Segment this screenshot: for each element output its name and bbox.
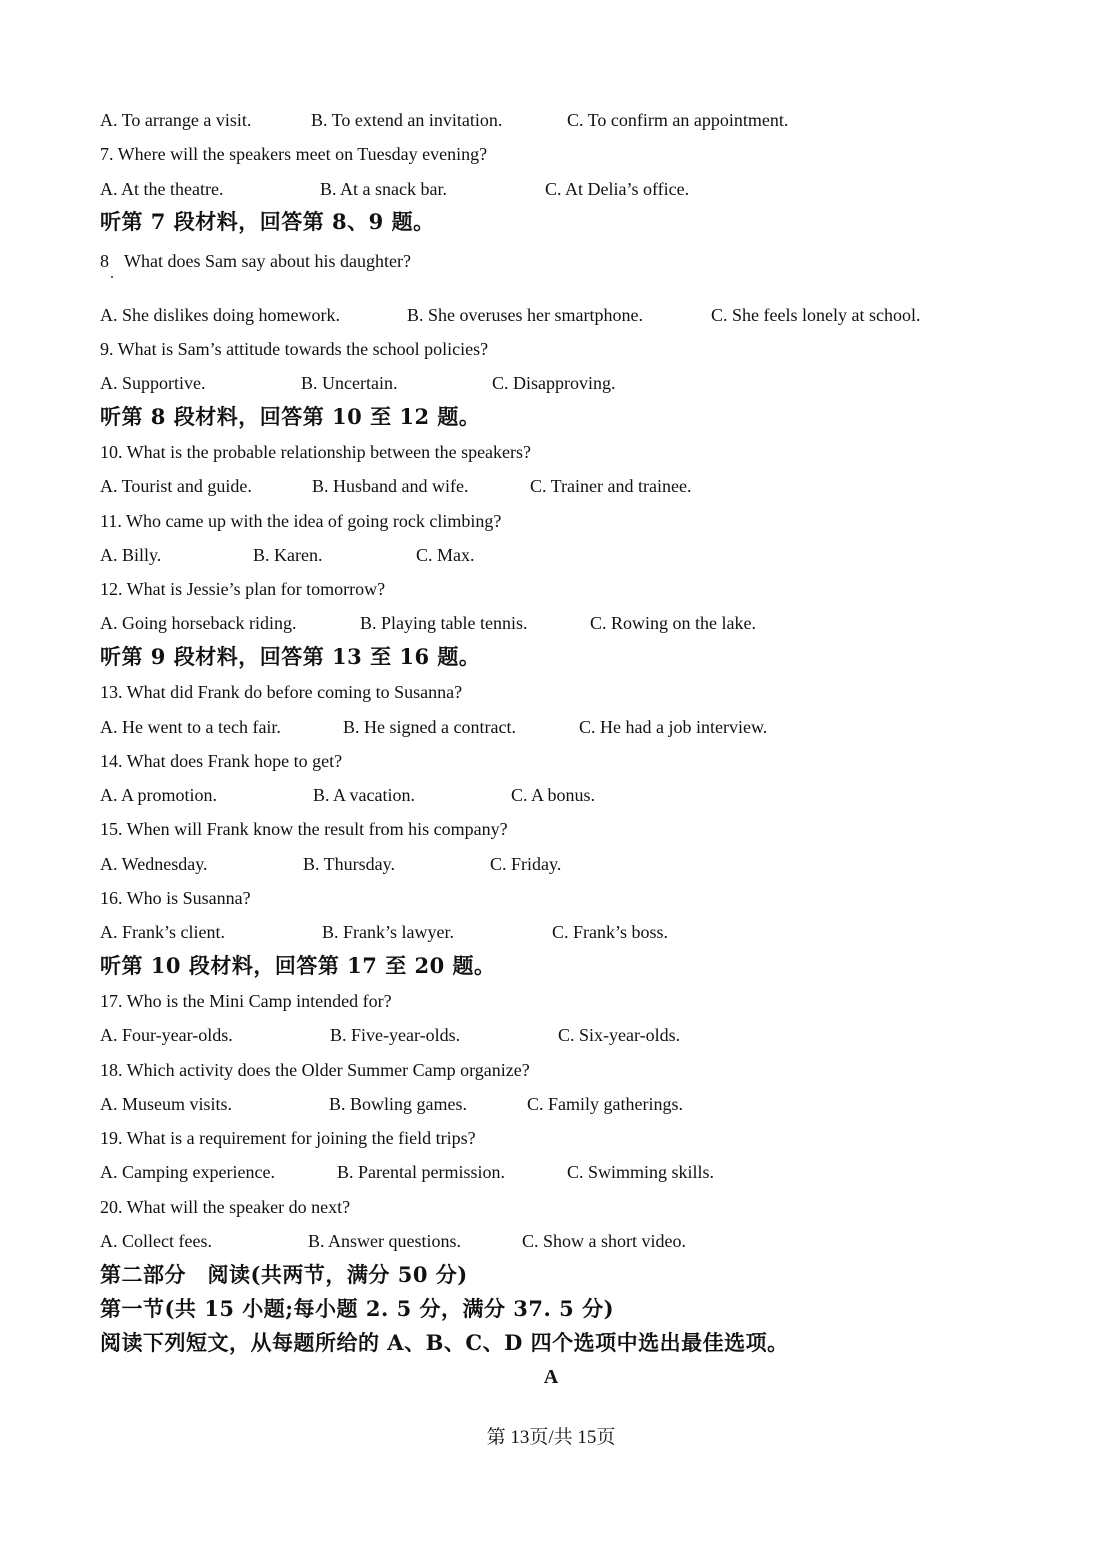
q15-option-c[interactable]: C. Friday. (490, 854, 562, 874)
q8-number: 8 (100, 251, 109, 271)
q13-option-b[interactable]: B. He signed a contract. (343, 717, 516, 737)
q11-option-a[interactable]: A. Billy. (100, 545, 162, 565)
reading-instructions: 阅读下列短文，从每题所给的 A、B、C、D 四个选项中选出最佳选项。 (100, 1330, 789, 1355)
q18-option-c[interactable]: C. Family gatherings. (527, 1094, 683, 1114)
q10-option-b[interactable]: B. Husband and wife. (312, 476, 469, 496)
q9-question: 9. What is Sam’s attitude towards the school policies? (100, 339, 489, 359)
q20-option-a[interactable]: A. Collect fees. (100, 1231, 212, 1251)
q7-option-b[interactable]: B. At a snack bar. (320, 179, 447, 199)
q16-option-c[interactable]: C. Frank’s boss. (552, 922, 669, 942)
q8-option-c[interactable]: C. She feels lonely at school. (711, 305, 921, 325)
q6-option-b[interactable]: B. To extend an invitation. (311, 110, 503, 130)
q14-option-b[interactable]: B. A vacation. (313, 785, 415, 805)
q18-option-a[interactable]: A. Museum visits. (100, 1094, 233, 1114)
q8-option-a[interactable]: A. She dislikes doing homework. (100, 305, 340, 325)
q18-option-b[interactable]: B. Bowling games. (329, 1094, 467, 1114)
q10-option-a[interactable]: A. Tourist and guide. (100, 476, 252, 496)
q9-option-a[interactable]: A. Supportive. (100, 373, 206, 393)
q6-option-a[interactable]: A. To arrange a visit. (100, 110, 252, 130)
q19-option-b[interactable]: B. Parental permission. (337, 1162, 505, 1182)
q15-option-a[interactable]: A. Wednesday. (100, 854, 208, 874)
q12-option-c[interactable]: C. Rowing on the lake. (590, 613, 756, 633)
q19-question: 19. What is a requirement for joining the field trips? (100, 1128, 476, 1148)
section-7-heading: 听第 7 段材料，回答第 8、9 题。 (100, 209, 435, 234)
q13-question: 13. What did Frank do before coming to Susanna? (100, 682, 463, 702)
q17-option-a[interactable]: A. Four-year-olds. (100, 1025, 233, 1045)
q17-option-b[interactable]: B. Five-year-olds. (330, 1025, 461, 1045)
q8-text: What does Sam say about his daughter? (124, 251, 411, 271)
q11-option-b[interactable]: B. Karen. (253, 545, 323, 565)
q14-question: 14. What does Frank hope to get? (100, 751, 343, 771)
q17-option-c[interactable]: C. Six-year-olds. (558, 1025, 681, 1045)
q8-option-b[interactable]: B. She overuses her smartphone. (407, 305, 643, 325)
q16-option-b[interactable]: B. Frank’s lawyer. (322, 922, 454, 942)
q10-question: 10. What is the probable relationship between the speakers? (100, 442, 532, 462)
q7-question: 7. Where will the speakers meet on Tuesday evening? (100, 144, 488, 164)
q6-option-c[interactable]: C. To confirm an appointment. (567, 110, 789, 130)
q11-option-c[interactable]: C. Max. (416, 545, 475, 565)
q7-option-a[interactable]: A. At the theatre. (100, 179, 224, 199)
page-footer: 第 13页/共 15页 (486, 1427, 616, 1448)
q15-option-b[interactable]: B. Thursday. (303, 854, 395, 874)
q9-option-c[interactable]: C. Disapproving. (492, 373, 616, 393)
part-2-heading: 第二部分 阅读(共两节，满分 50 分) (100, 1262, 468, 1287)
section-10-heading: 听第 10 段材料，回答第 17 至 20 题。 (100, 953, 496, 978)
q20-question: 20. What will the speaker do next? (100, 1197, 351, 1217)
section-1-heading: 第一节(共 15 小题;每小题 2. 5 分，满分 37. 5 分) (100, 1296, 615, 1321)
q14-option-c[interactable]: C. A bonus. (511, 785, 596, 805)
q14-option-a[interactable]: A. A promotion. (100, 785, 218, 805)
q20-option-b[interactable]: B. Answer questions. (308, 1231, 461, 1251)
q19-option-c[interactable]: C. Swimming skills. (567, 1162, 715, 1182)
q16-question: 16. Who is Susanna? (100, 888, 251, 908)
q19-option-a[interactable]: A. Camping experience. (100, 1162, 275, 1182)
q8-question (100, 249, 411, 273)
q9-option-b[interactable]: B. Uncertain. (301, 373, 398, 393)
q12-option-b[interactable]: B. Playing table tennis. (360, 613, 528, 633)
q7-option-c[interactable]: C. At Delia’s office. (545, 179, 690, 199)
section-9-heading: 听第 9 段材料，回答第 13 至 16 题。 (100, 644, 481, 669)
q13-option-c[interactable]: C. He had a job interview. (579, 717, 768, 737)
q15-question: 15. When will Frank know the result from his company? (100, 819, 508, 839)
q10-option-c[interactable]: C. Trainer and trainee. (530, 476, 692, 496)
section-8-heading: 听第 8 段材料，回答第 10 至 12 题。 (100, 404, 481, 429)
q11-question: 11. Who came up with the idea of going rock climbing? (100, 511, 502, 531)
passage-label: A (543, 1366, 559, 1388)
q13-option-a[interactable]: A. He went to a tech fair. (100, 717, 281, 737)
q12-option-a[interactable]: A. Going horseback riding. (100, 613, 297, 633)
q18-question: 18. Which activity does the Older Summer Camp organize? (100, 1060, 530, 1080)
q16-option-a[interactable]: A. Frank’s client. (100, 922, 225, 942)
q12-question: 12. What is Jessie’s plan for tomorrow? (100, 579, 386, 599)
q20-option-c[interactable]: C. Show a short video. (522, 1231, 686, 1251)
q17-question: 17. Who is the Mini Camp intended for? (100, 991, 392, 1011)
stray-dot (111, 276, 113, 278)
